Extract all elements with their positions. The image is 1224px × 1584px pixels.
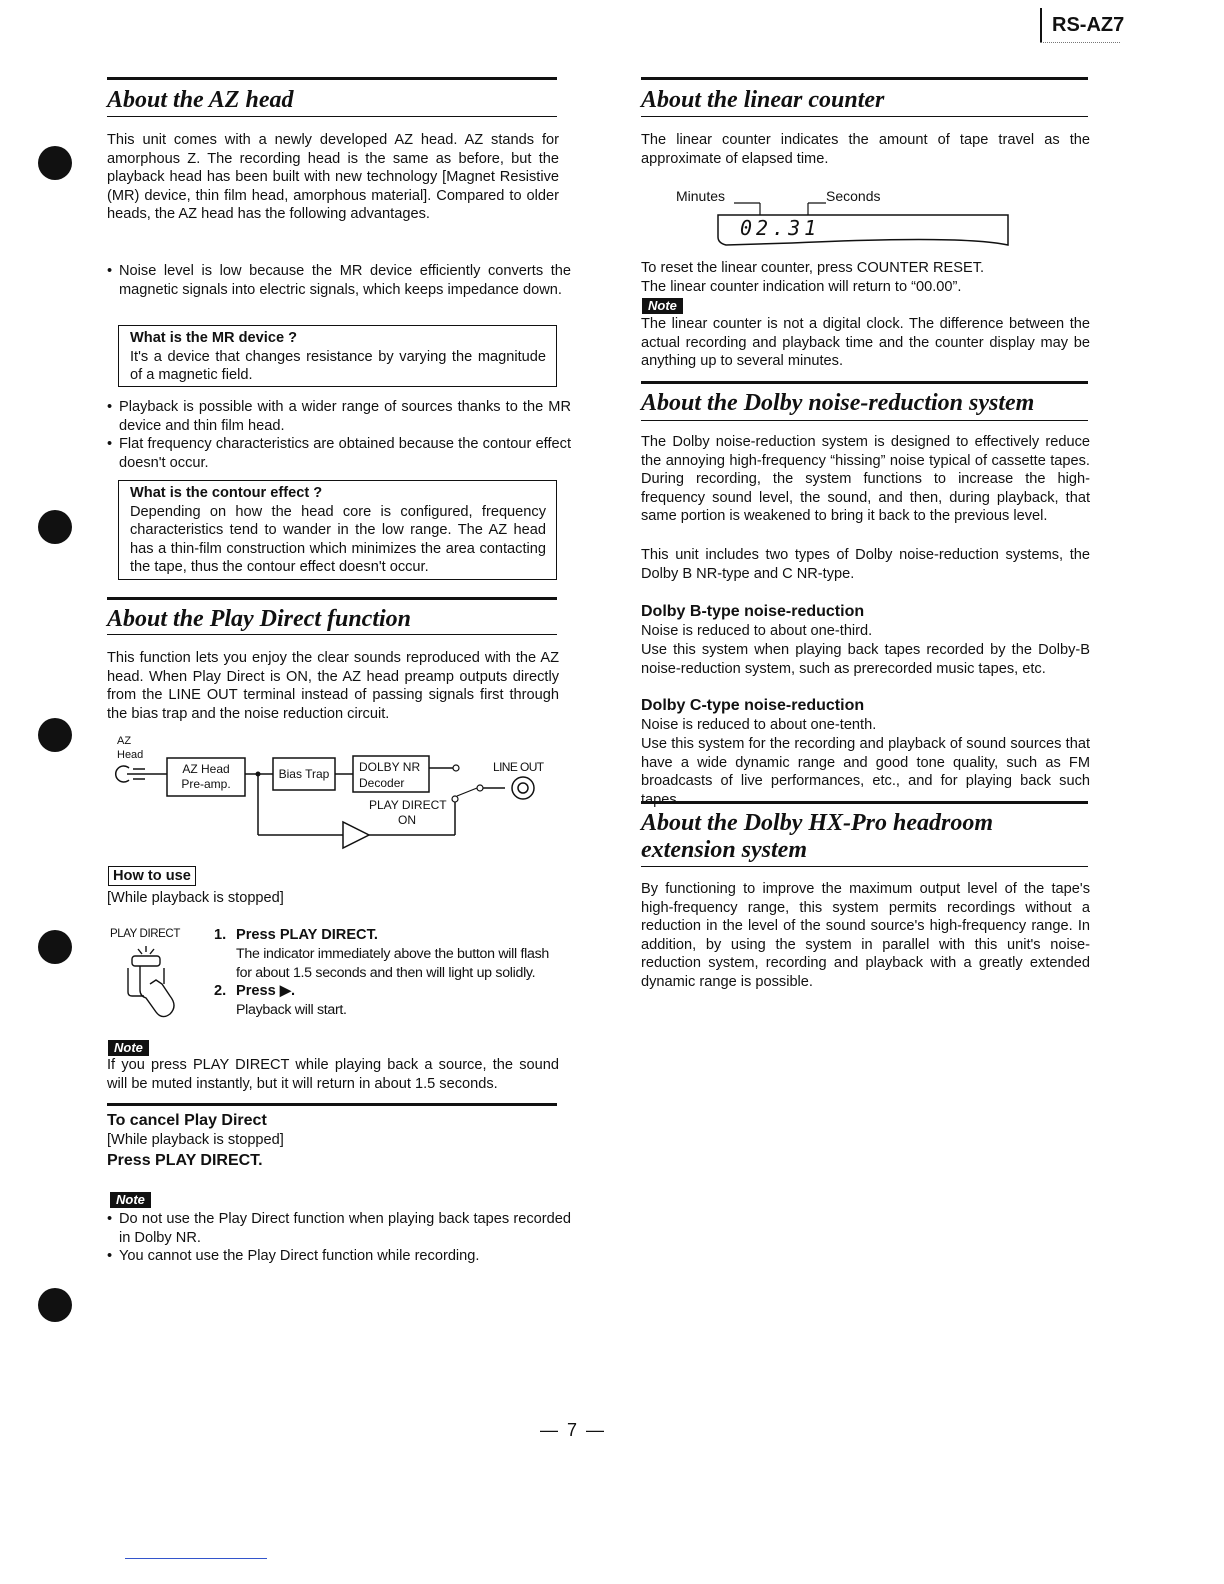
step-1-number: 1. [214, 927, 227, 943]
header-underline [1040, 42, 1120, 43]
binder-hole-3 [38, 718, 72, 752]
step-2-desc: Playback will start. [236, 1002, 347, 1018]
binder-hole-1 [38, 146, 72, 180]
section-rule [107, 77, 557, 80]
cancel-title: To cancel Play Direct [107, 1112, 267, 1129]
dolby-b-line-1: Noise is reduced to about one-third. [641, 623, 873, 639]
note-badge-2: Note [110, 1192, 151, 1208]
dolby-c-title: Dolby C-type noise-reduction [641, 697, 865, 714]
tape-head-icon [116, 766, 145, 782]
section-underline [641, 866, 1088, 867]
section-title-linear-counter: About the linear counter [641, 87, 885, 113]
dolby-c-line-2: Use this system for the recording and playback of sound sources that have a wide dynamic range and good tone quality, such as FM broadcasts of live performances, etc., and for playing back such tapes. [641, 736, 1090, 808]
diagram-head-label: Head [117, 749, 144, 761]
step-1-desc: The indicator immediately above the button will flash for about 1.5 seconds and then will light up solidly. [236, 946, 549, 981]
on-label: ON [398, 813, 416, 827]
dolby-c-line-1: Noise is reduced to about one-tenth. [641, 717, 877, 733]
line-out-label: LINE OUT [493, 760, 544, 774]
az-head-intro: This unit comes with a newly developed AZ head. AZ stands for amorphous Z. The recording head is the same as before, but the playback head has been built with new technology [Magnet Resistive (MR) device, thin film head, amorphous material]. Compared to older heads, the AZ head has the following advantages. [107, 132, 559, 223]
cancel-condition: [While playback is stopped] [107, 1132, 284, 1148]
mr-box-body: It's a device that changes resistance by varying the magnitude of a magnetic field. [130, 348, 546, 384]
dolby-intro: The Dolby noise-reduction system is designed to effectively reduce the annoying high-frequency “hissing” noise typical of cassette tapes. During recording, the system functions to increase the high-frequency sound level, the sound, and then, during playback, that same portion is weakened to bring it back to the previous level. [641, 434, 1090, 525]
cancel-rule [107, 1103, 557, 1106]
seconds-label: Seconds [826, 188, 881, 204]
hx-pro-body: By functioning to improve the maximum output level of the tape's high-frequency range, this system permits recordings without a reduction in the level of the sound source's high-frequency range. In addition, by using the system in parallel with this unit's noise-reduction system, recording and playback with a greatly extended dynamic range is possible. [641, 881, 1090, 990]
contour-box-title: What is the contour effect ? [130, 485, 323, 501]
dolby-types-text: This unit includes two types of Dolby noise-reduction systems, the Dolby B NR-type and C NR-type. [641, 547, 1090, 582]
direct-amp-triangle [343, 822, 369, 848]
binder-hole-4 [38, 930, 72, 964]
dolby-b-line-2: Use this system when playing back tapes recorded by the Dolby-B noise-reduction system, such as prerecorded music tapes, etc. [641, 642, 1090, 677]
play-direct-block-diagram [105, 732, 565, 852]
counter-display-diagram [672, 183, 1017, 253]
binder-hole-5 [38, 1288, 72, 1322]
section-title-play-direct: About the Play Direct function [107, 606, 412, 632]
az-head-bullet-3: • Flat frequency characteristics are obtained because the contour effect doesn't occur. [107, 435, 571, 472]
how-to-use-label: How to use [108, 866, 196, 886]
footer-line [125, 1558, 267, 1559]
section-title-hx-pro-line-1: About the Dolby HX-Pro headroom [641, 810, 994, 836]
section-rule [641, 801, 1088, 804]
dolby-label-2: Decoder [359, 776, 405, 790]
section-underline [107, 116, 557, 117]
mr-box-title: What is the MR device ? [130, 330, 298, 346]
play-direct-diagram-label: PLAY DIRECT [369, 798, 447, 812]
minutes-label: Minutes [676, 188, 726, 204]
step-1-title: Press PLAY DIRECT. [236, 927, 378, 943]
binder-hole-2 [38, 510, 72, 544]
linear-counter-intro: The linear counter indicates the amount of tape travel as the approximate of elapsed time. [641, 132, 1090, 167]
az-head-bullet-1: • Noise level is low because the MR device efficiently converts the magnetic signals into electric signals, which keeps impedance down. [107, 262, 571, 299]
step-2-number: 2. [214, 983, 227, 999]
line-out-jack-icon [512, 777, 534, 799]
section-underline [107, 634, 557, 635]
section-title-hx-pro-line-2: extension system [641, 837, 807, 863]
how-to-use-condition: [While playback is stopped] [107, 890, 284, 906]
page-number: — 7 — [540, 1420, 607, 1440]
cancel-action: Press PLAY DIRECT. [107, 1152, 263, 1169]
step-2-title: Press ▶. [236, 983, 296, 999]
linear-counter-note: The linear counter is not a digital clock. The difference between the actual recording and playback time and the counter display may be anything up to several minutes. [641, 316, 1090, 370]
note-badge: Note [108, 1040, 149, 1056]
bias-trap-label: Bias Trap [278, 767, 330, 781]
note2-bullet-2: • You cannot use the Play Direct function while recording. [107, 1247, 571, 1266]
play-direct-button-icon [112, 944, 202, 1024]
play-direct-button-label: PLAY DIRECT [110, 928, 180, 940]
counter-reset-text: To reset the linear counter, press COUNTER RESET. [641, 260, 985, 276]
section-title-az-head: About the AZ head [107, 87, 294, 113]
dolby-label-1: DOLBY NR [359, 760, 421, 774]
section-underline [641, 116, 1088, 117]
section-title-dolby-nr: About the Dolby noise-reduction system [641, 390, 1035, 416]
play-direct-switch [457, 788, 477, 796]
contour-box-body: Depending on how the head core is configured, frequency characteristics tend to wander in the low range. The AZ head has a thin-film construction which minimizes the area contacting the tape, thus the contour effect doesn't occur. [130, 503, 546, 576]
counter-display-value: 02.31 [740, 216, 821, 240]
note-badge-3: Note [642, 298, 683, 314]
preamp-label-2: Pre-amp. [181, 777, 231, 791]
az-head-bullet-2: • Playback is possible with a wider range of sources thanks to the MR device and thin film head. [107, 398, 571, 435]
play-direct-intro: This function lets you enjoy the clear sounds reproduced with the AZ head. When Play Direct is ON, the AZ head preamp outputs directly from the LINE OUT terminal instead of passing signals first through the bias trap and the noise reduction circuit. [107, 650, 559, 722]
section-underline [641, 420, 1088, 421]
section-rule [641, 381, 1088, 384]
play-direct-note: If you press PLAY DIRECT while playing back a source, the sound will be muted instantly, but it will return in about 1.5 seconds. [107, 1057, 559, 1092]
note2-bullet-1: • Do not use the Play Direct function when playing back tapes recorded in Dolby NR. [107, 1210, 571, 1247]
section-rule [641, 77, 1088, 80]
contour-effect-box [118, 480, 557, 580]
counter-return-text: The linear counter indication will return to “00.00”. [641, 279, 962, 295]
model-number: RS-AZ7 [1040, 8, 1124, 42]
mr-device-box [118, 325, 557, 387]
diagram-az-label: AZ [117, 735, 132, 747]
dolby-b-title: Dolby B-type noise-reduction [641, 603, 865, 620]
preamp-label-1: AZ Head [182, 762, 230, 776]
section-rule [107, 597, 557, 600]
